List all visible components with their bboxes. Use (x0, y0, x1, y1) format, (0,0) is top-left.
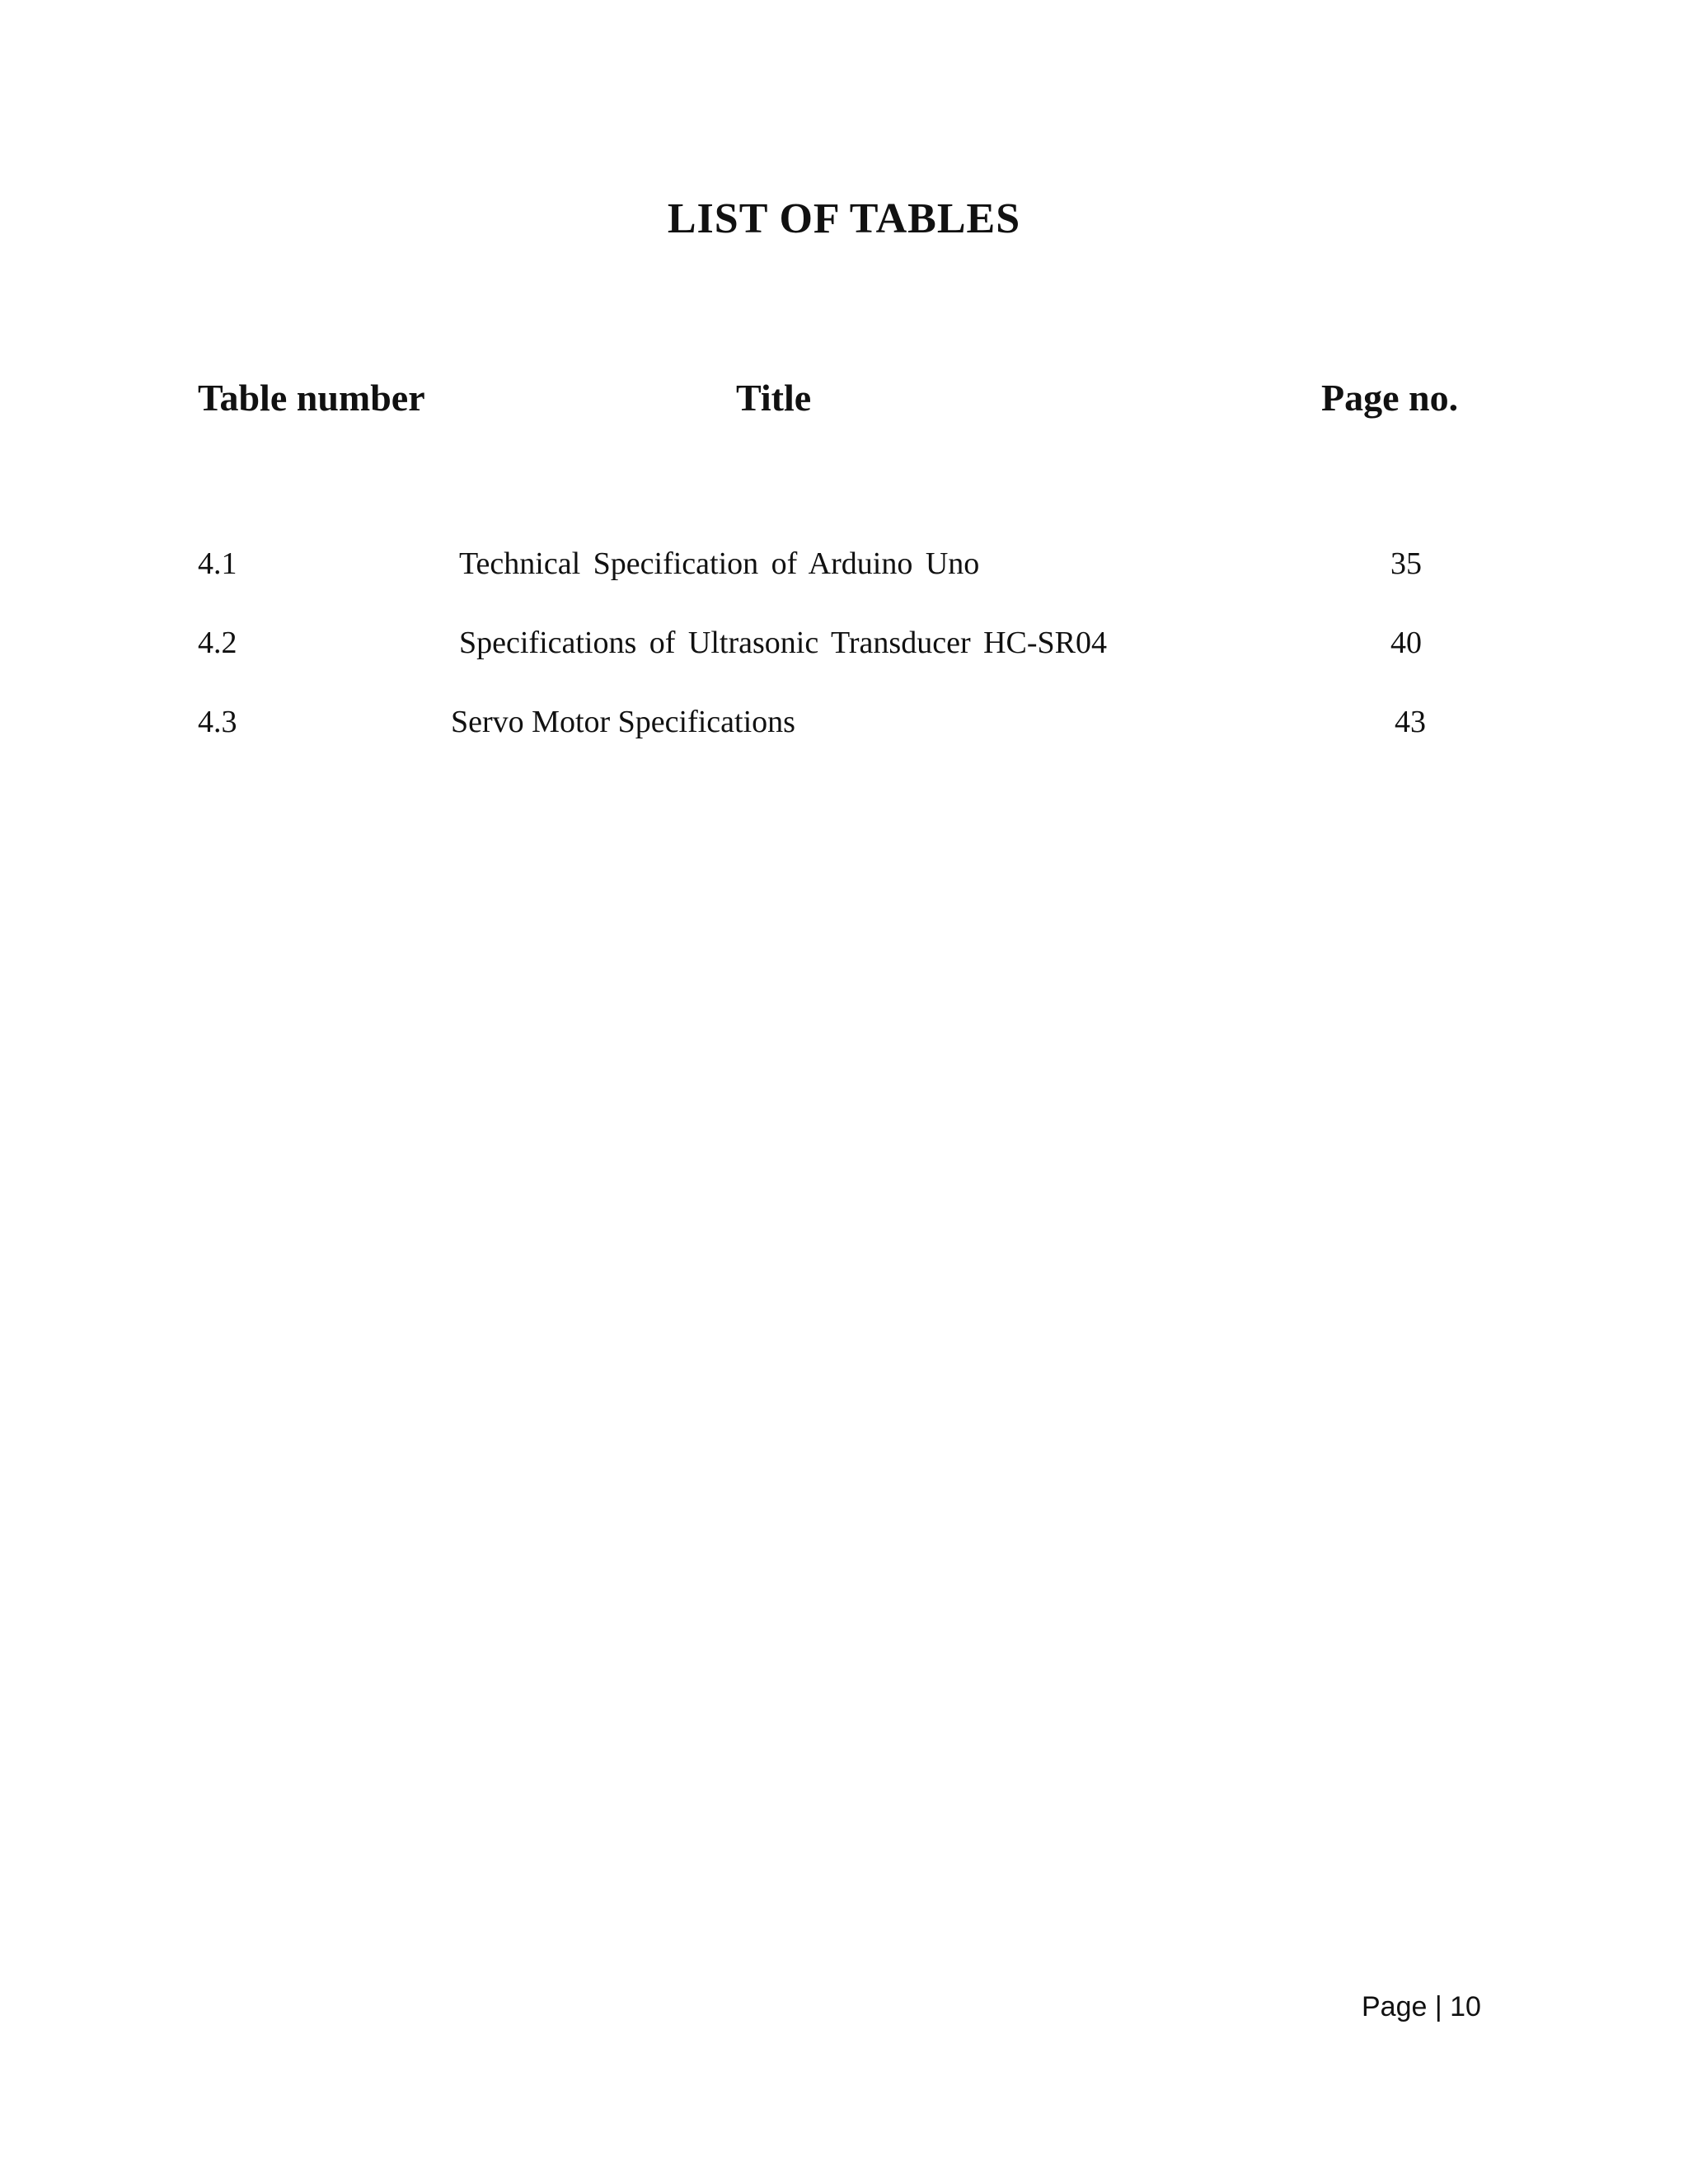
table-number-cell: 4.1 (198, 546, 237, 581)
table-row (0, 625, 1688, 674)
table-title-cell: Servo Motor Specifications (451, 705, 795, 739)
table-page-cell: 43 (1395, 705, 1426, 739)
page-number-footer: Page | 10 (1362, 1991, 1481, 2022)
header-title: Title (736, 377, 812, 419)
table-title-cell: Specifications of Ultrasonic Transducer HC-SR04 (459, 626, 1108, 660)
header-page-number: Page no. (1321, 377, 1459, 419)
table-number-cell: 4.2 (198, 626, 237, 660)
table-title-cell: Technical Specification of Arduino Uno (459, 546, 980, 581)
table-number-cell: 4.3 (198, 705, 237, 739)
table-row (0, 704, 1688, 753)
table-page-cell: 35 (1390, 546, 1422, 581)
page-title: LIST OF TABLES (667, 195, 1021, 242)
table-row (0, 546, 1688, 595)
table-page-cell: 40 (1390, 626, 1422, 660)
header-table-number: Table number (198, 377, 425, 419)
